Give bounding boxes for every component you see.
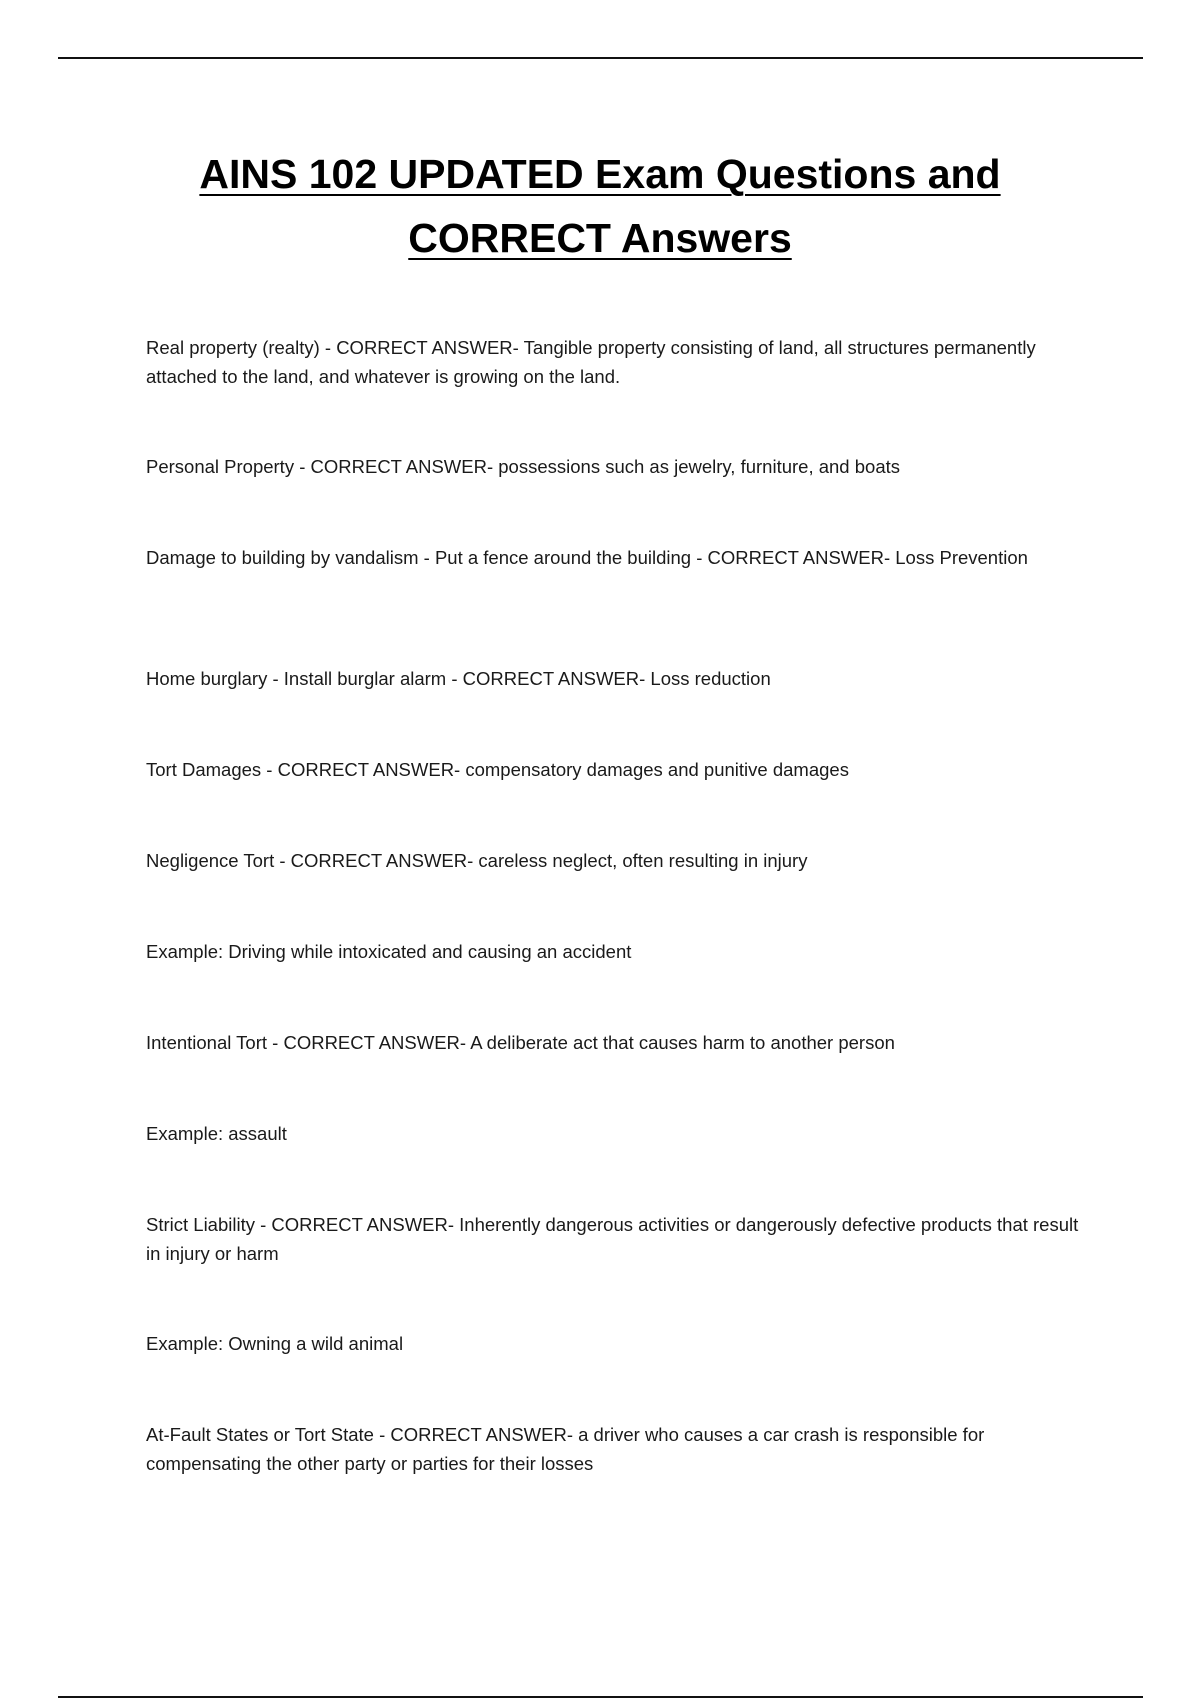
entry-home-burglary: Home burglary - Install burglar alarm - CORRECT ANSWER- Loss reduction (146, 668, 771, 689)
entry-intentional-example: Example: assault (146, 1123, 287, 1144)
entry-vandalism: Damage to building by vandalism - Put a fence around the building - CORRECT ANSWER- Loss Prevention (146, 547, 1028, 568)
entry-strict-liability-example: Example: Owning a wild animal (146, 1333, 404, 1354)
document-title (0, 142, 1200, 270)
entry-intentional-tort: Intentional Tort - CORRECT ANSWER- A deliberate act that causes harm to another person (146, 1032, 895, 1053)
top-rule (58, 57, 1143, 59)
entry-real-property: Real property (realty) - CORRECT ANSWER- Tangible property consisting of land, all structures permanently attached to the land, and whatever is growing on the land. (146, 337, 1036, 387)
entry-strict-liability: Strict Liability - CORRECT ANSWER- Inherently dangerous activities or dangerously defective products that result in injury or harm (146, 1214, 1079, 1264)
entry-personal-property: Personal Property - CORRECT ANSWER- possessions such as jewelry, furniture, and boats (146, 456, 900, 477)
title-heading (0, 142, 1200, 270)
entry-tort-damages: Tort Damages - CORRECT ANSWER- compensatory damages and punitive damages (146, 759, 849, 780)
entry-negligence-example: Example: Driving while intoxicated and causing an accident (146, 941, 632, 962)
title-line-2: CORRECT Answers (408, 215, 792, 261)
entry-at-fault-states: At-Fault States or Tort State - CORRECT ANSWER- a driver who causes a car crash is responsible for compensating the other party or parties for their losses (146, 1424, 985, 1474)
title-line-1: AINS 102 UPDATED Exam Questions and (199, 151, 1001, 197)
entry-negligence-tort: Negligence Tort - CORRECT ANSWER- careless neglect, often resulting in injury (146, 850, 808, 871)
bottom-rule (58, 1696, 1143, 1698)
